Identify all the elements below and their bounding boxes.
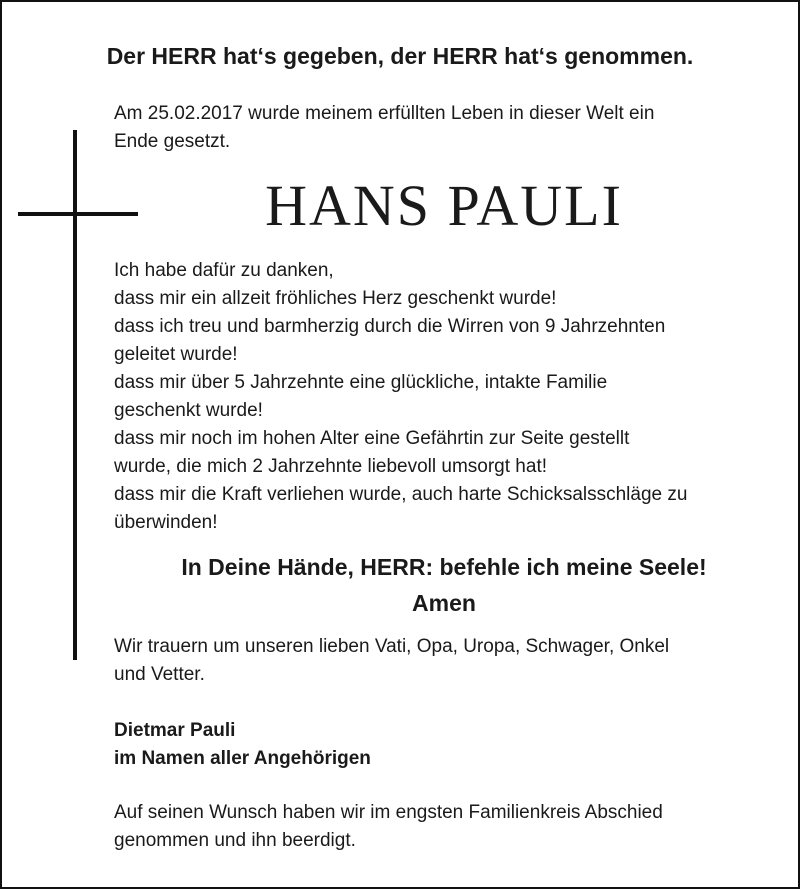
- gratitude-line: wurde, die mich 2 Jahrzehnte liebevoll umsorgt hat!: [114, 456, 548, 477]
- deceased-name: HANS PAULI: [265, 173, 623, 238]
- closing-line: Auf seinen Wunsch haben wir im engsten Familienkreis Abschied: [114, 802, 663, 823]
- gratitude-line: dass ich treu und barmherzig durch die Wirren von 9 Jahrzehnten: [114, 316, 666, 337]
- closing-text: [114, 799, 774, 855]
- closing-line: genommen und ihn beerdigt.: [114, 830, 356, 851]
- prayer-line: In Deine Hände, HERR: befehle ich meine Seele!: [181, 554, 707, 580]
- mourning-line: Wir trauern um unseren lieben Vati, Opa, Uropa, Schwager, Onkel: [114, 636, 670, 657]
- cross-vertical-bar: [73, 130, 77, 660]
- mourning-text: [114, 633, 774, 689]
- intro-line: Ende gesetzt.: [114, 131, 231, 152]
- gratitude-line: geleitet wurde!: [114, 344, 238, 365]
- signature-on-behalf: im Namen aller Angehörigen: [114, 748, 371, 769]
- gratitude-text: [114, 257, 774, 537]
- signature-name: Dietmar Pauli: [114, 720, 236, 741]
- mourning-line: und Vetter.: [114, 664, 205, 685]
- gratitude-line: geschenkt wurde!: [114, 400, 263, 421]
- intro-line: Am 25.02.2017 wurde meinem erfüllten Leben in dieser Welt ein: [114, 103, 655, 124]
- gratitude-line: dass mir noch im hohen Alter eine Gefährtin zur Seite gestellt: [114, 428, 630, 449]
- gratitude-line: dass mir die Kraft verliehen wurde, auch harte Schicksalsschläge zu: [114, 484, 688, 505]
- gratitude-line: dass mir über 5 Jahrzehnte eine glückliche, intakte Familie: [114, 372, 608, 393]
- header-verse: Der HERR hat‘s gegeben, der HERR hat‘s genommen.: [106, 43, 694, 69]
- gratitude-line: dass mir ein allzeit fröhliches Herz geschenkt wurde!: [114, 288, 557, 309]
- prayer-block: [114, 549, 774, 621]
- signature: [114, 717, 774, 773]
- gratitude-line: Ich habe dafür zu danken,: [114, 260, 334, 281]
- intro-text: [114, 100, 774, 156]
- amen-line: Amen: [412, 590, 476, 616]
- gratitude-line: überwinden!: [114, 512, 218, 533]
